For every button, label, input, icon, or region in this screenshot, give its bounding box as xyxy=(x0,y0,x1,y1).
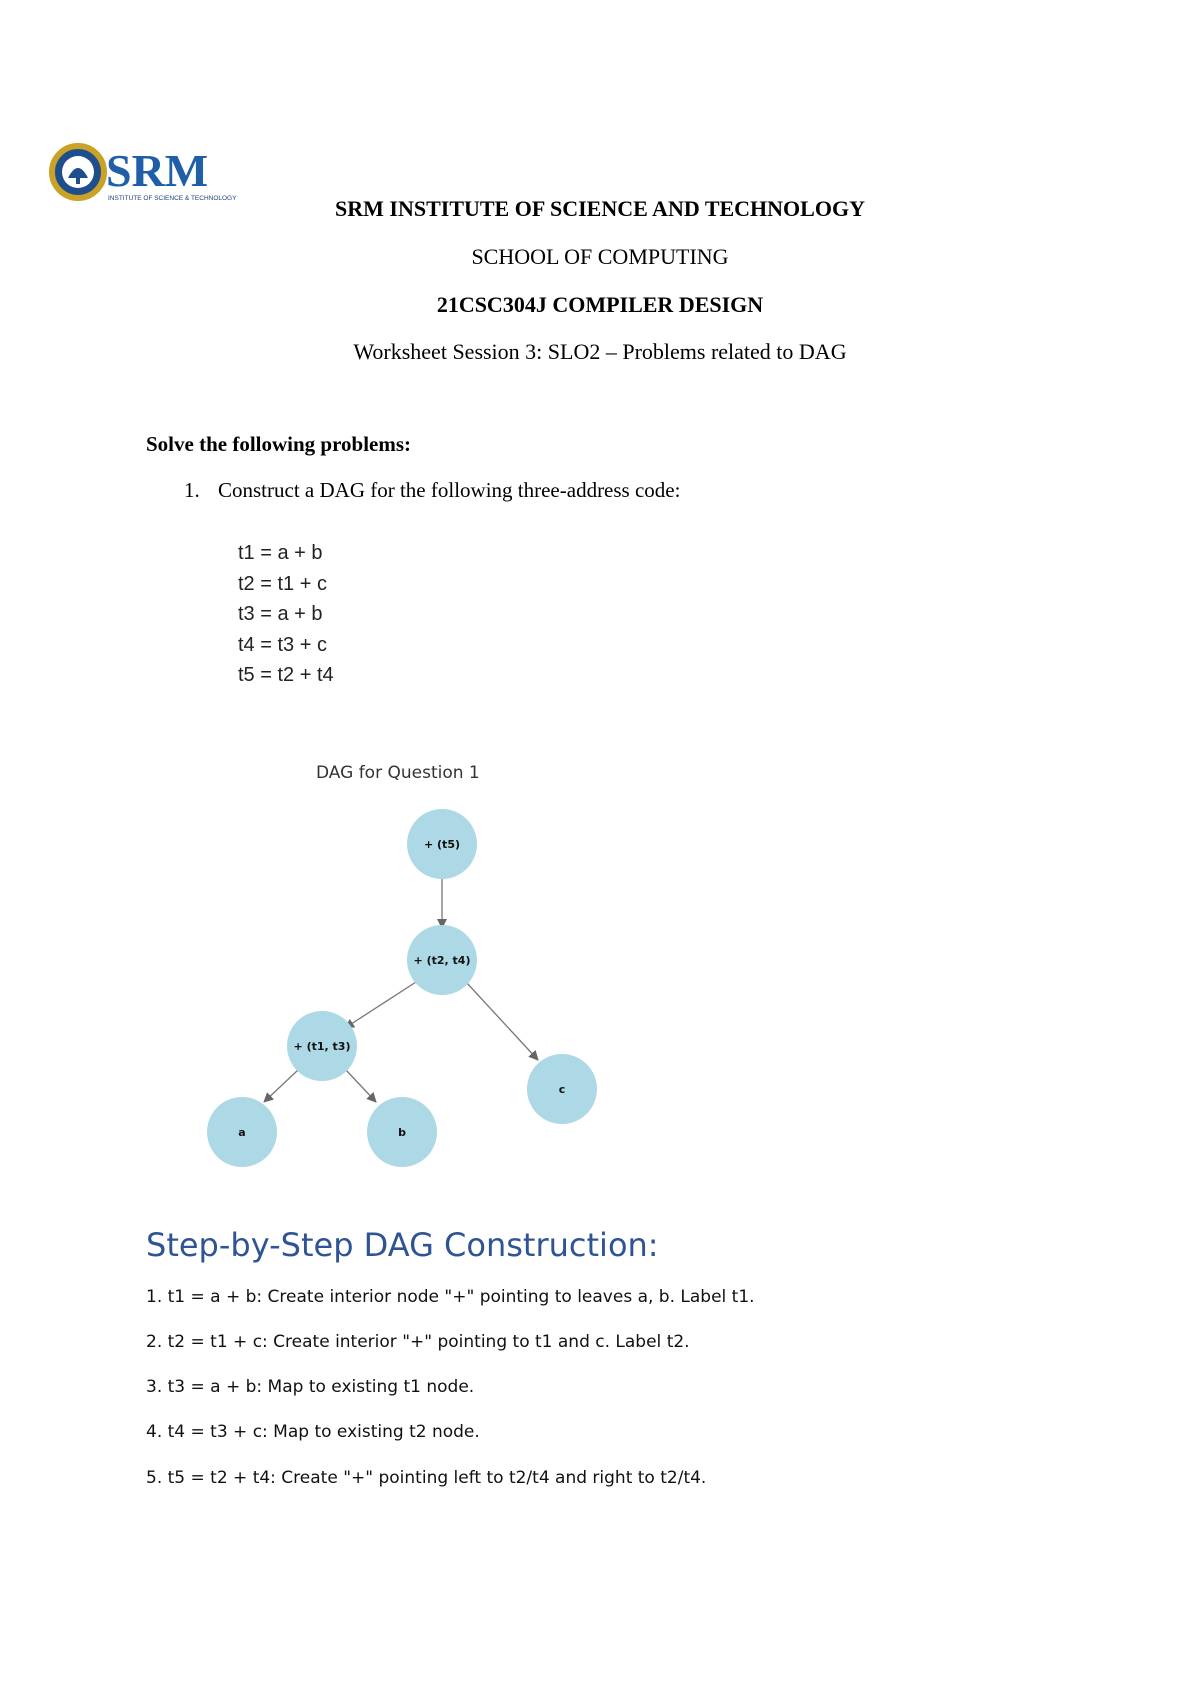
node-t2-t4 xyxy=(407,925,477,995)
school-title: SCHOOL OF COMPUTING xyxy=(471,244,729,269)
node-label: + (t2, t4) xyxy=(413,954,471,967)
step-text: = t2 + t4: Create "+" pointing left to t2/t4 and right to t2/t4. xyxy=(185,1468,707,1488)
question-number: 1. xyxy=(184,478,200,502)
step-target: t1 xyxy=(167,1287,186,1307)
node-label: + (t1, t3) xyxy=(293,1040,351,1053)
node-label: + (t5) xyxy=(423,838,461,851)
node-b xyxy=(367,1097,437,1167)
step-number: 2. xyxy=(146,1332,168,1352)
step-item xyxy=(146,1332,690,1352)
dag-title: DAG for Question 1 xyxy=(316,763,480,783)
step-number: 3. xyxy=(146,1377,168,1397)
edge-t1t3-b xyxy=(346,1070,376,1102)
logo-subtext: INSTITUTE OF SCIENCE & TECHNOLOGY xyxy=(108,195,237,202)
code-line: t1 = a + b xyxy=(238,542,323,564)
code-line: t5 = t2 + t4 xyxy=(238,664,334,686)
step-item xyxy=(146,1377,474,1397)
edge-t1t3-a xyxy=(264,1070,298,1102)
step-text: = t3 + c: Map to existing t2 node. xyxy=(185,1422,480,1442)
code-line: t4 = t3 + c xyxy=(238,633,327,656)
node-label: a xyxy=(238,1126,246,1139)
node-t5 xyxy=(407,809,477,879)
worksheet-title: Worksheet Session 3: SLO2 – Problems related to DAG xyxy=(353,339,847,364)
course-title: 21CSC304J COMPILER DESIGN xyxy=(436,292,764,317)
code-line: t3 = a + b xyxy=(238,603,323,625)
step-target: t2 xyxy=(167,1332,186,1352)
node-c xyxy=(527,1054,597,1124)
step-number: 5. xyxy=(146,1468,168,1488)
edge-t2t4-c xyxy=(466,982,538,1060)
step-target: t4 xyxy=(167,1422,186,1442)
step-text: = a + b: Create interior node "+" pointing to leaves a, b. Label t1. xyxy=(185,1287,755,1307)
institute-title: SRM INSTITUTE OF SCIENCE AND TECHNOLOGY xyxy=(335,196,865,221)
code-line: t2 = t1 + c xyxy=(238,572,327,595)
question-1 xyxy=(184,478,680,503)
steps-heading: Step-by-Step DAG Construction: xyxy=(146,1226,659,1264)
step-text: = a + b: Map to existing t1 node. xyxy=(185,1377,475,1397)
step-target: t5 xyxy=(167,1468,186,1488)
step-number: 1. xyxy=(146,1287,168,1307)
question-text: Construct a DAG for the following three-address code: xyxy=(218,478,681,502)
step-item xyxy=(146,1422,480,1442)
node-label: c xyxy=(558,1083,566,1096)
node-label: b xyxy=(398,1126,406,1139)
edge-t2t4-t1t3 xyxy=(345,982,416,1028)
step-item xyxy=(146,1468,706,1488)
node-t1-t3 xyxy=(287,1011,357,1081)
node-a xyxy=(207,1097,277,1167)
step-target: t3 xyxy=(167,1377,186,1397)
step-number: 4. xyxy=(146,1422,168,1442)
step-text: = t1 + c: Create interior "+" pointing to t1 and c. Label t2. xyxy=(185,1332,690,1352)
three-address-code xyxy=(238,538,334,691)
dag-diagram xyxy=(190,752,630,1172)
dag-svg xyxy=(190,752,630,1172)
logo-text: SRM xyxy=(106,145,209,196)
problems-heading: Solve the following problems: xyxy=(146,432,412,456)
step-item xyxy=(146,1287,755,1307)
